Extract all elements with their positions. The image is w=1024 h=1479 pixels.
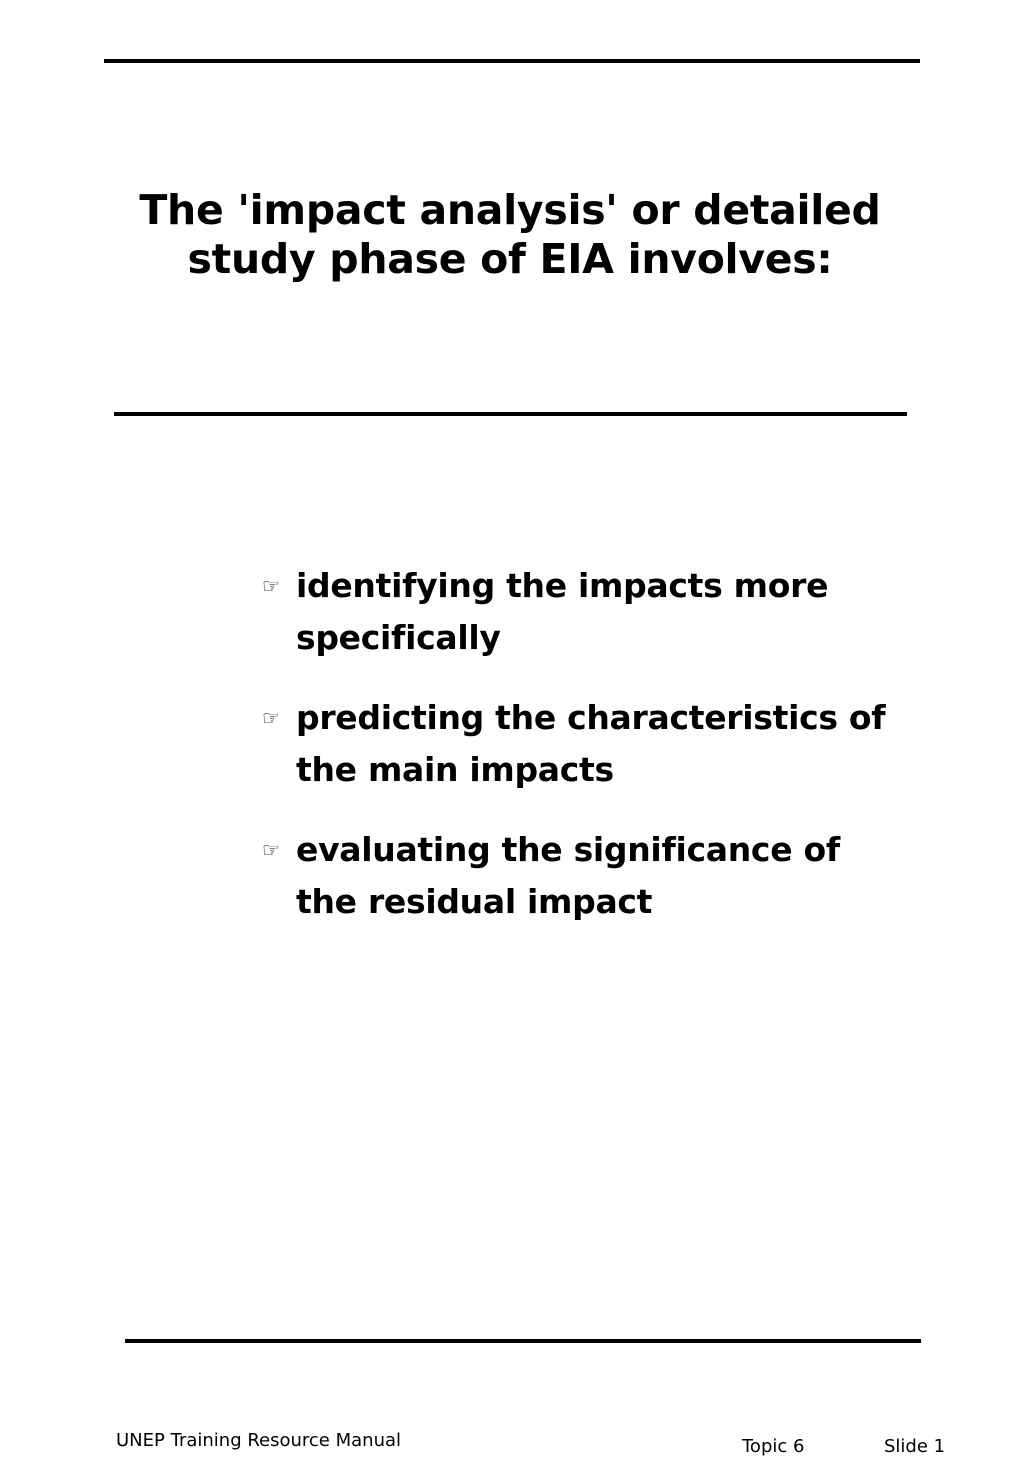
title-underline-divider [114, 412, 907, 416]
title-line: study phase of EIA involves: [187, 235, 833, 283]
bullet-list [262, 560, 942, 956]
pointing-hand-icon: ☞ [262, 574, 280, 598]
footer-topic: Topic 6 [742, 1436, 805, 1457]
footer-manual-title: UNEP Training Resource Manual [116, 1430, 402, 1451]
bottom-divider [125, 1339, 921, 1343]
bullet-text-line: identifying the impacts more [296, 566, 829, 605]
bullet-text-line: the residual impact [296, 882, 653, 921]
bullet-item [262, 692, 942, 796]
footer-slide-number: Slide 1 [884, 1436, 946, 1457]
bullet-text-line: predicting the characteristics of [296, 698, 886, 737]
bullet-item [262, 824, 942, 928]
bullet-text-line: specifically [296, 618, 501, 657]
bullet-item [262, 560, 942, 664]
top-divider [104, 59, 920, 63]
bullet-text-line: evaluating the significance of [296, 830, 840, 869]
bullet-text-line: the main impacts [296, 750, 614, 789]
pointing-hand-icon: ☞ [262, 838, 280, 862]
pointing-hand-icon: ☞ [262, 706, 280, 730]
title-line: The 'impact analysis' or detailed [139, 186, 881, 234]
slide-title [110, 186, 910, 284]
